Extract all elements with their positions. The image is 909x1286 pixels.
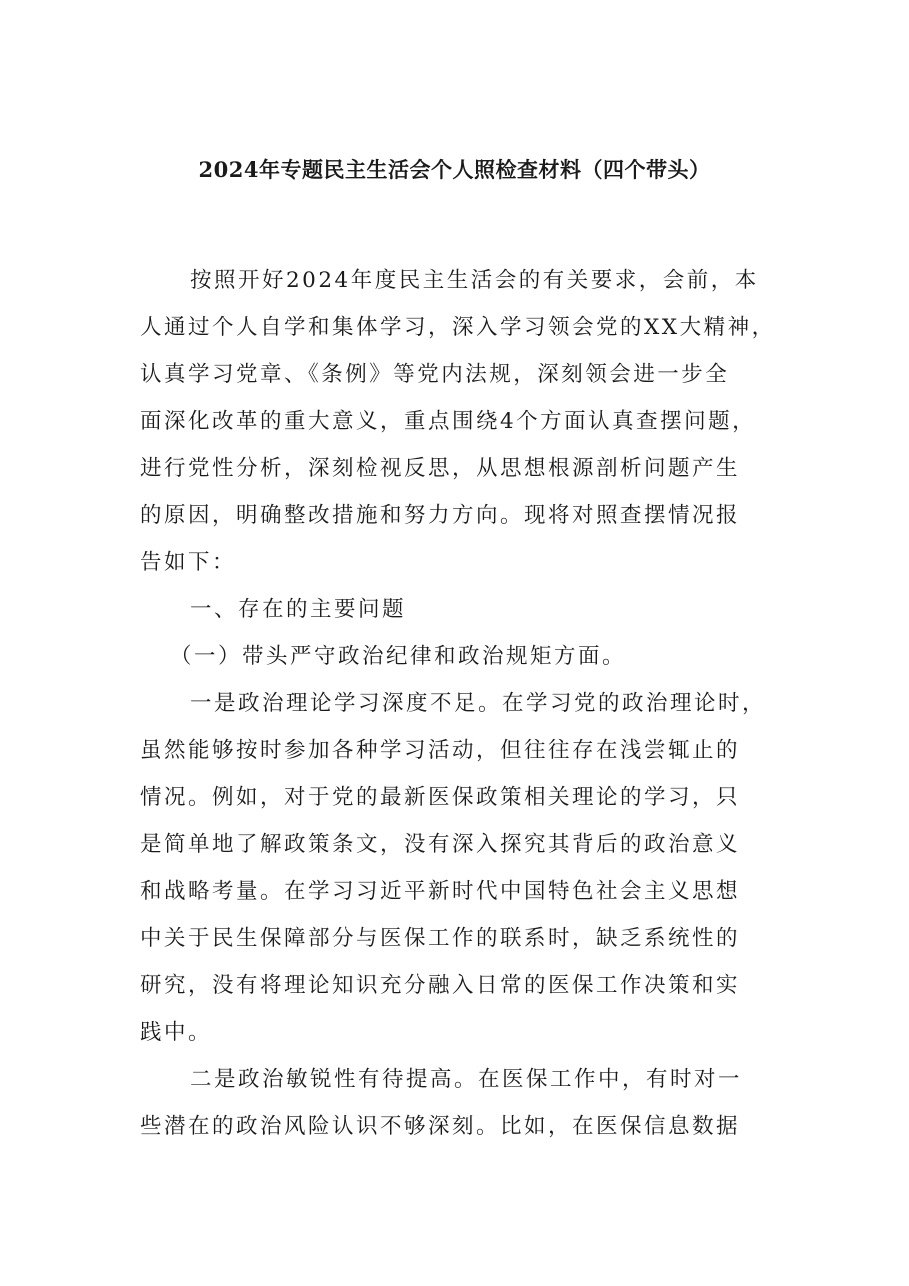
paragraph-line: 人通过个人自学和集体学习，深入学习领会党的XX大精神， xyxy=(140,315,776,340)
paragraph-line: 是简单地了解政策条文，没有深入探究其背后的政治意义 xyxy=(140,832,741,857)
paragraph-line: 虽然能够按时参加各种学习活动，但往往存在浅尝辄止的 xyxy=(140,738,741,763)
paragraph-line: 一是政治理论学习深度不足。在学习党的政治理论时， xyxy=(190,691,767,716)
paragraph-line: 二是政治敏锐性有待提高。在医保工作中，有时对一 xyxy=(190,1067,743,1092)
paragraph-line: 和战略考量。在学习习近平新时代中国特色社会主义思想 xyxy=(140,879,741,904)
paragraph-line: 些潜在的政治风险认识不够深刻。比如，在医保信息数据 xyxy=(140,1114,741,1139)
paragraph-line: 的原因，明确整改措施和努力方向。现将对照查摆情况报 xyxy=(140,503,741,528)
document-title: 2024年专题民主生活会个人照检查材料（四个带头） xyxy=(198,157,711,182)
paragraph-line: 按照开好2024年度民主生活会的有关要求，会前，本 xyxy=(190,268,759,293)
subsection-heading: （一）带头严守政治纪律和政治规矩方面。 xyxy=(170,644,627,669)
section-heading: 一、存在的主要问题 xyxy=(190,597,407,622)
paragraph-line: 认真学习党章、《条例》等党内法规，深刻领会进一步全 xyxy=(140,362,730,387)
paragraph-line: 进行党性分析，深刻检视反思，从思想根源剖析问题产生 xyxy=(140,456,741,481)
paragraph-line: 面深化改革的重大意义，重点围绕4个方面认真查摆问题， xyxy=(140,409,757,434)
paragraph-line: 中关于民生保障部分与医保工作的联系时，缺乏系统性的 xyxy=(140,926,741,951)
paragraph-line: 情况。例如，对于党的最新医保政策相关理论的学习，只 xyxy=(140,785,741,810)
paragraph-line: 践中。 xyxy=(140,1020,213,1045)
paragraph-line: 研究，没有将理论知识充分融入日常的医保工作决策和实 xyxy=(140,973,741,998)
paragraph-line: 告如下： xyxy=(140,550,237,575)
